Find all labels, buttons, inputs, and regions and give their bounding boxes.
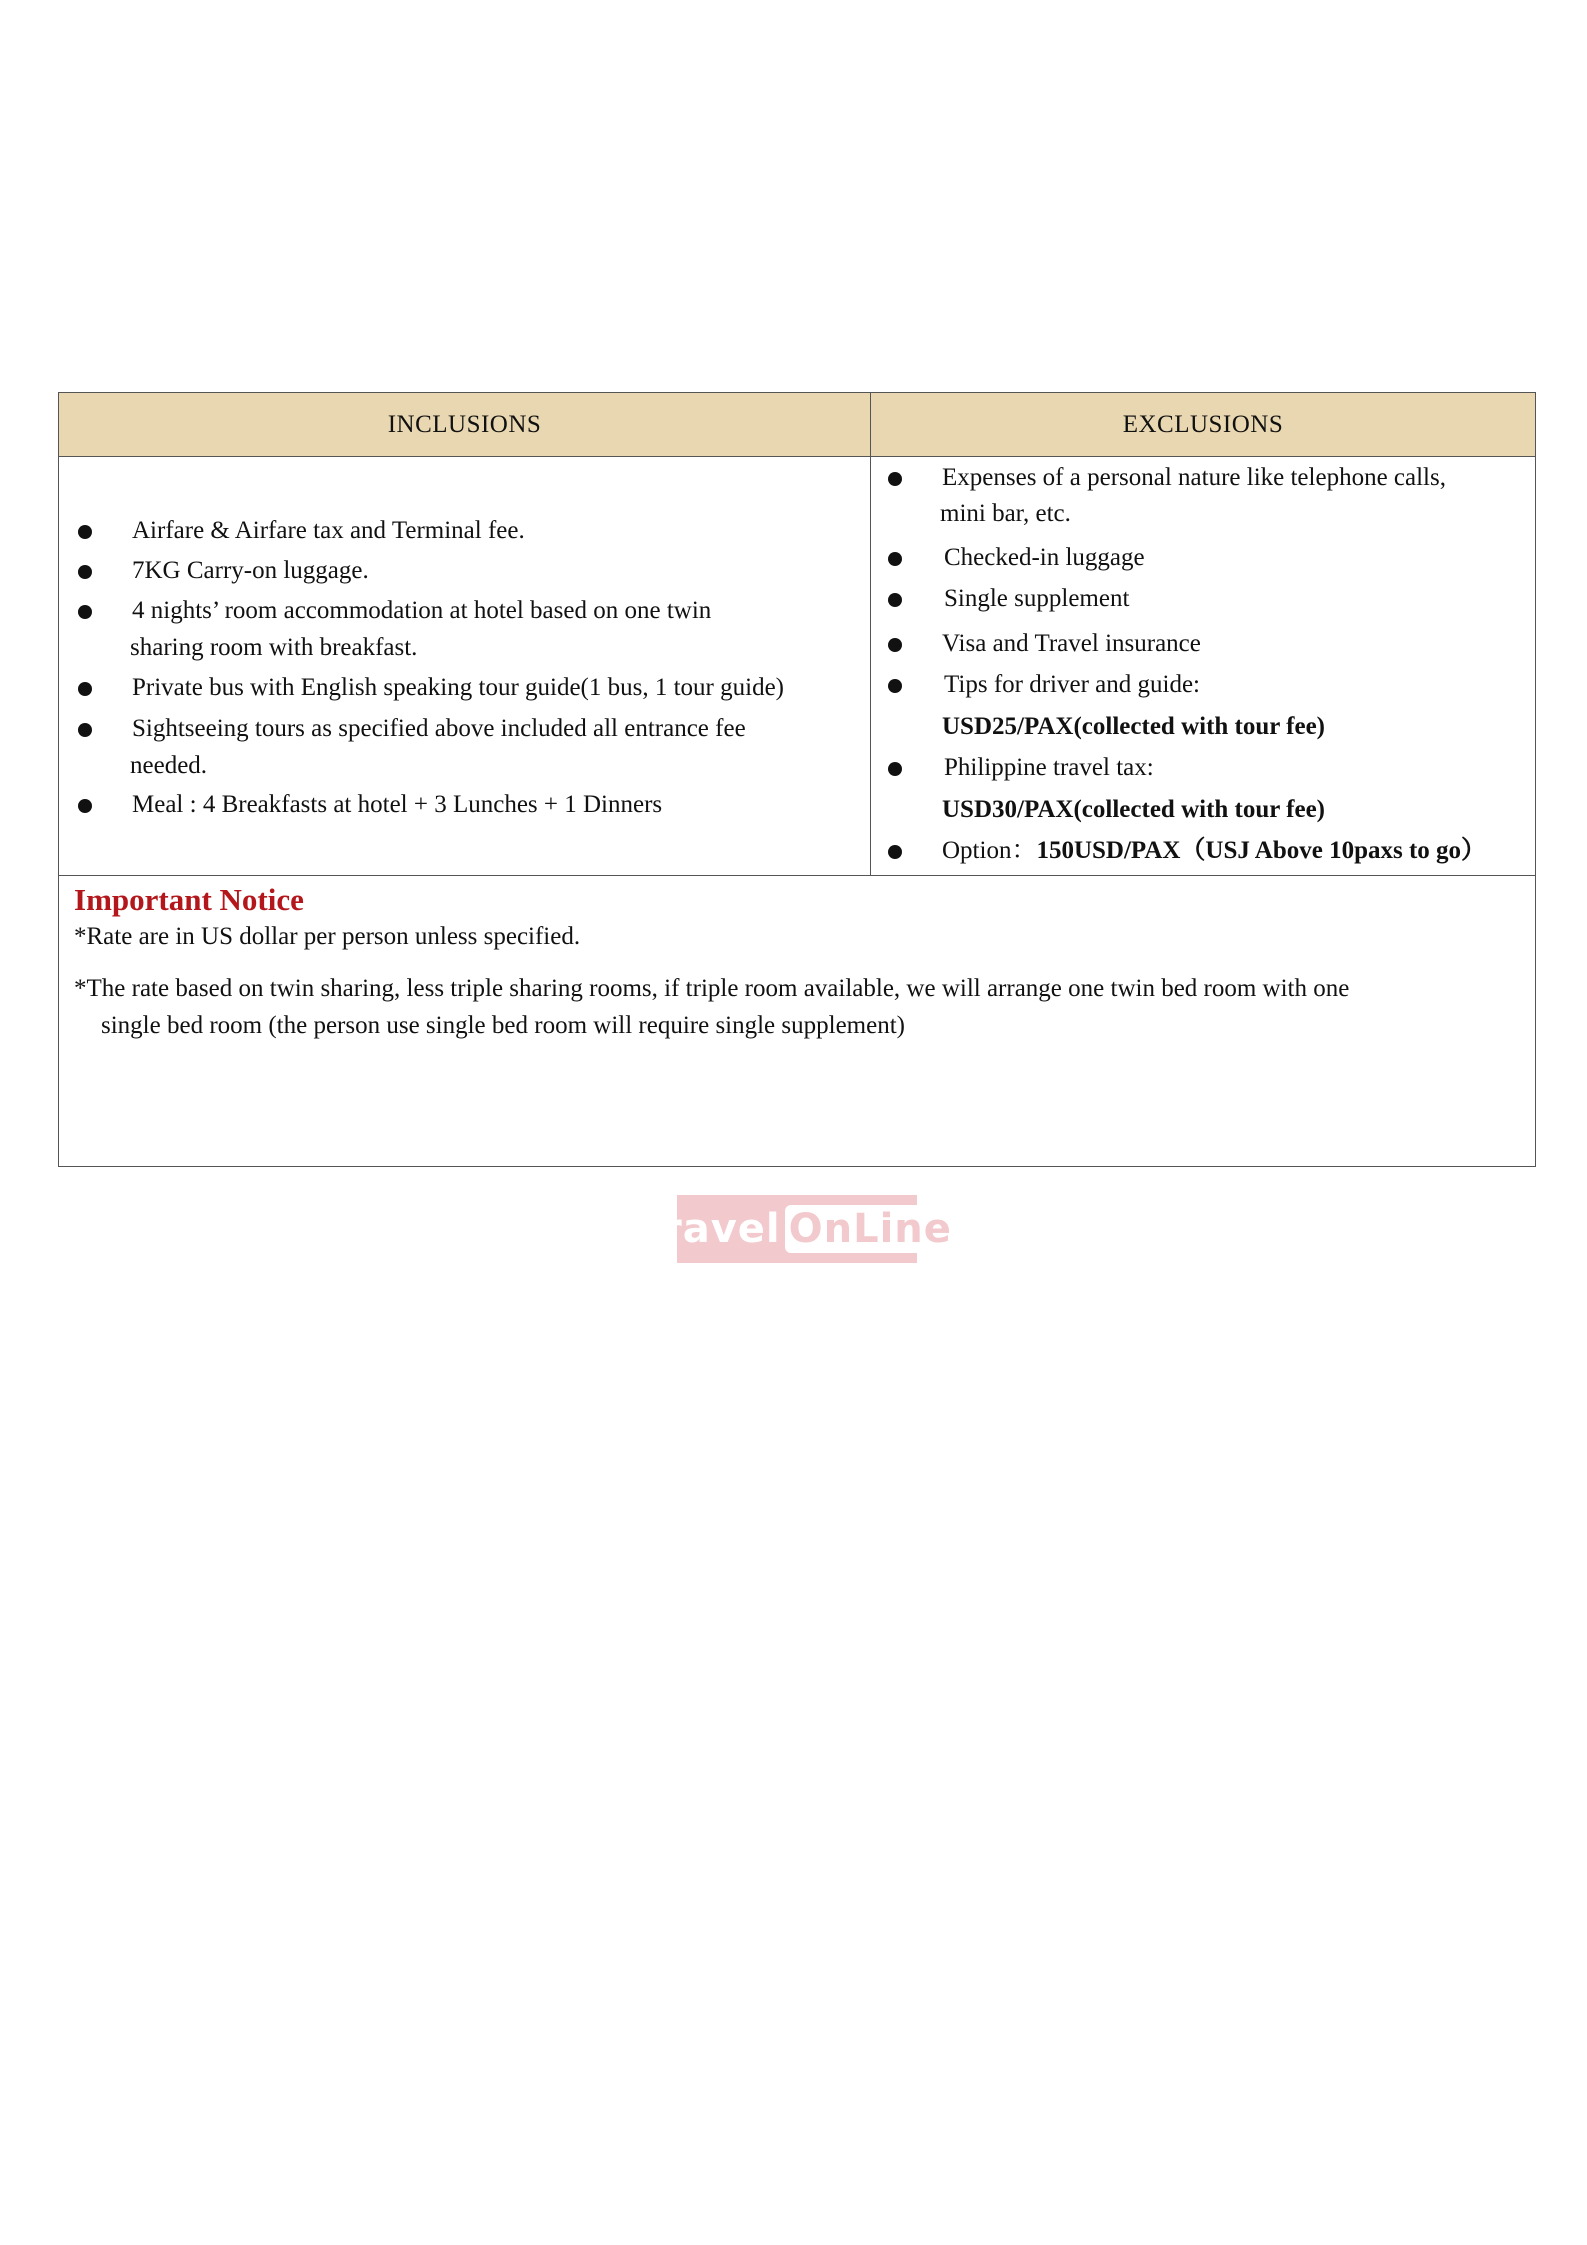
exclusion-item-5-line1: Tips for driver and guide: (944, 671, 1200, 698)
inclusion-item-3-line2: sharing room with breakfast. (130, 634, 418, 661)
bullet-icon (78, 565, 92, 579)
inclusion-item-4: Private bus with English speaking tour guide(1 bus, 1 tour guide) (132, 674, 785, 701)
inclusion-item-6: Meal : 4 Breakfasts at hotel + 3 Lunches + 1 Dinners (132, 791, 663, 818)
bullet-icon (888, 679, 902, 693)
exclusion-item-7 (942, 832, 1486, 869)
bullet-icon (888, 472, 902, 486)
exclusion-item-6-line1: Philippine travel tax: (944, 754, 1154, 781)
important-notice-section (59, 876, 1535, 1166)
notice-line-1: *Rate are in US dollar per person unless specified. (74, 923, 581, 950)
inclusion-item-2: 7KG Carry-on luggage. (132, 557, 369, 584)
inclusion-item-3-line1: 4 nights’ room accommodation at hotel based on one twin (132, 597, 712, 624)
option-prefix: Option： (942, 837, 1037, 864)
bullet-icon (78, 525, 92, 539)
bullet-icon (888, 638, 902, 652)
inclusions-list (59, 457, 871, 875)
inclusions-exclusions-table (58, 392, 1536, 1167)
inclusion-item-1: Airfare & Airfare tax and Terminal fee. (132, 517, 525, 544)
bullet-icon (78, 682, 92, 696)
exclusion-item-1-line1: Expenses of a personal nature like telephone calls, (942, 464, 1446, 491)
inclusions-header: INCLUSIONS (59, 393, 871, 456)
option-price: 150USD/PAX（USJ Above 10paxs to go） (1036, 837, 1487, 864)
notice-line-2a: *The rate based on twin sharing, less triple sharing rooms, if triple room available, we will arrange one twin bed room with one (74, 975, 1350, 1002)
logo-text-online: OnLine (785, 1205, 956, 1253)
bullet-icon (888, 593, 902, 607)
bullet-icon (888, 845, 902, 859)
bullet-icon (78, 605, 92, 619)
exclusions-header: EXCLUSIONS (1122, 410, 1284, 438)
exclusion-item-2: Checked-in luggage (944, 544, 1145, 571)
bullet-icon (888, 552, 902, 566)
exclusion-item-4: Visa and Travel insurance (942, 630, 1201, 657)
inclusion-item-5-line2: needed. (130, 752, 208, 779)
notice-line-2b: single bed room (the person use single bed room will require single supplement) (101, 1012, 905, 1039)
travelonline-logo (638, 1195, 952, 1263)
inclusion-item-5-line1: Sightseeing tours as specified above included all entrance fee (132, 715, 746, 742)
bullet-icon (888, 762, 902, 776)
logo-text-travel: Travel (638, 1206, 781, 1252)
bullet-icon (78, 799, 92, 813)
table-body-row (59, 457, 1535, 876)
notice-title: Important Notice (74, 882, 304, 917)
exclusion-item-3: Single supplement (944, 585, 1130, 612)
exclusion-item-6-amount: USD30/PAX(collected with tour fee) (942, 796, 1326, 823)
exclusions-list (871, 457, 1535, 875)
exclusion-item-1-line2: mini bar, etc. (940, 500, 1071, 527)
exclusion-item-5-amount: USD25/PAX(collected with tour fee) (942, 713, 1326, 740)
table-header-row (59, 393, 1535, 457)
bullet-icon (78, 723, 92, 737)
